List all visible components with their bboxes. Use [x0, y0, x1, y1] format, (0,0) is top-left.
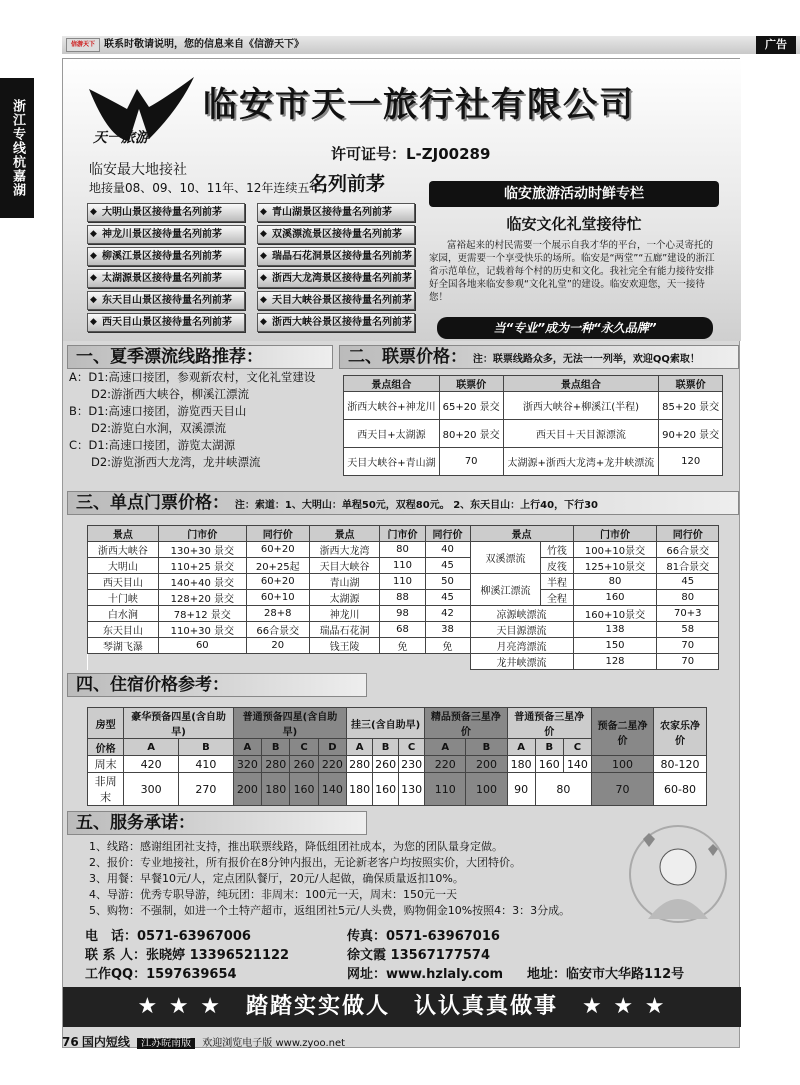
- table-cell: 免: [425, 638, 470, 654]
- table-cell: 青山湖: [309, 574, 380, 590]
- table-header: A: [347, 739, 373, 756]
- table-header: 同行价: [657, 526, 719, 542]
- table-cell: 160: [373, 773, 399, 806]
- combo-title-text: 二、联票价格：: [348, 347, 467, 367]
- route-line: A：D1:高速口接团，参观新农村，文化礼堂建设: [69, 370, 316, 384]
- edition-label: 江苏皖南版: [137, 1038, 195, 1049]
- section-title-hotel: 四、住宿价格参考：: [67, 673, 367, 697]
- table-cell: 280: [262, 756, 290, 773]
- rank-item: ◆ 浙西大龙湾景区接待量名列前茅: [257, 269, 415, 288]
- contact-person: 联 系 人：张晓婷 13396521122: [85, 948, 290, 963]
- table-cell: 双溪漂流: [470, 542, 541, 574]
- logo-text: 天一旅游: [93, 130, 149, 146]
- table-cell: 140: [318, 773, 346, 806]
- promo-slogan: 当“专业”成为一种“永久品牌”: [437, 317, 713, 339]
- ticket-price-table: [87, 525, 719, 670]
- table-header-row: [88, 526, 719, 542]
- table-cell: 68: [380, 622, 425, 638]
- table-cell: 140: [563, 756, 591, 773]
- tickets-title-text: 三、单点门票价格：: [76, 493, 229, 513]
- table-cell: 皮筏: [541, 558, 573, 574]
- table-cell: 220: [318, 756, 346, 773]
- phone-text: 电 话：0571-63967006: [85, 929, 251, 944]
- table-cell: 周末: [88, 756, 124, 773]
- table-header: B: [535, 739, 563, 756]
- rank-item: ◆ 柳溪江景区接待量名列前茅: [87, 247, 245, 266]
- table-header: 同行价: [425, 526, 470, 542]
- side-category-tab: 浙江专线杭嘉湖: [0, 78, 34, 218]
- table-cell: 大明山: [88, 558, 159, 574]
- table-cell: 110+25 景交: [158, 558, 246, 574]
- table-cell: 230: [399, 756, 425, 773]
- table-cell: 200: [233, 773, 261, 806]
- rank-item: ◆ 双溪漂流景区接待量名列前茅: [257, 225, 415, 244]
- table-cell: 65+20 景交: [439, 392, 503, 420]
- service-list: [89, 839, 649, 919]
- table-cell: 78+12 景交: [158, 606, 246, 622]
- table-cell: 100: [466, 773, 507, 806]
- illustration-icon: [623, 819, 733, 929]
- table-cell: 凉源峡漂流: [470, 606, 573, 622]
- table-row: [88, 773, 707, 806]
- table-header: 景点组合: [503, 376, 659, 392]
- table-cell: 28+8: [246, 606, 309, 622]
- table-cell: 110: [380, 574, 425, 590]
- table-header: B: [466, 739, 507, 756]
- table-cell: 钱王陵: [309, 638, 380, 654]
- table-cell: 柳溪江漂流: [470, 574, 541, 606]
- table-cell: 东天目山: [88, 622, 159, 638]
- section-title-service: 五、服务承诺：: [67, 811, 367, 835]
- table-cell: 十门峡: [88, 590, 159, 606]
- table-cell: 天目源漂流: [470, 622, 573, 638]
- table-cell: 西天目＋天目源漂流: [503, 420, 659, 448]
- table-cell: 西天目山: [88, 574, 159, 590]
- table-cell: 120: [659, 448, 723, 476]
- table-header: A: [233, 739, 261, 756]
- table-cell: 138: [573, 622, 657, 638]
- promo-column: [423, 177, 725, 337]
- table-cell: 免: [380, 638, 425, 654]
- promo-title: 临安旅游活动时鲜专栏: [429, 181, 719, 207]
- header: [63, 59, 741, 341]
- section-title-combo: [339, 345, 739, 369]
- table-cell: 80: [380, 542, 425, 558]
- table-cell: 60-80: [654, 773, 707, 806]
- tagline-top: 名列前茅: [309, 173, 386, 195]
- page-number: 76: [62, 1035, 79, 1049]
- table-row: [88, 756, 707, 773]
- table-row: [88, 622, 719, 638]
- room-type-label: 房型: [95, 719, 116, 731]
- tagline-largest: 临安最大地接社: [89, 162, 187, 178]
- table-header: 普通预备四星(含自助早): [233, 708, 346, 739]
- tagline-years: 地接量08、09、10、11年、12年连续五年,: [89, 181, 326, 195]
- table-cell: 58: [657, 622, 719, 638]
- contact-info: [85, 927, 735, 984]
- table-header: 挂三(含自助早): [347, 708, 425, 739]
- table-cell: 45: [425, 558, 470, 574]
- table-cell: 300: [124, 773, 179, 806]
- table-header-row: [344, 376, 723, 392]
- table-header: 普通预备三星净价: [507, 708, 591, 739]
- table-header: B: [262, 739, 290, 756]
- table-cell: 66合景交: [657, 542, 719, 558]
- route-line: D2:游浙西大峡谷，柳溪江漂流: [91, 387, 250, 401]
- table-row: [344, 392, 723, 420]
- table-cell: 81合景交: [657, 558, 719, 574]
- table-header: 联票价: [439, 376, 503, 392]
- rank-item: ◆ 东天目山景区接待量名列前茅: [87, 291, 245, 310]
- table-header: [88, 708, 124, 739]
- rank-item: ◆ 青山湖景区接待量名列前茅: [257, 203, 415, 222]
- rank-item: ◆ 神龙川景区接待量名列前茅: [87, 225, 245, 244]
- rank-item: ◆ 西天目山景区接待量名列前茅: [87, 313, 245, 332]
- rank-item: ◆ 瑞晶石花洞景区接待量名列前茅: [257, 247, 415, 266]
- table-cell: 85+20 景交: [659, 392, 723, 420]
- table-cell: 125+10景交: [573, 558, 657, 574]
- table-cell: 西天目+太湖源: [344, 420, 440, 448]
- table-cell: 98: [380, 606, 425, 622]
- table-cell: 150: [573, 638, 657, 654]
- page-footer: [62, 1034, 392, 1050]
- table-cell: 160: [290, 773, 318, 806]
- table-cell: 80: [573, 574, 657, 590]
- table-header: B: [373, 739, 399, 756]
- table-cell: 80+20 景交: [439, 420, 503, 448]
- table-cell: 龙井峡漂流: [470, 654, 573, 670]
- tickets-note: 注：索道：1、大明山：单程50元，双程80元。 2、东天目山：上行40，下行30: [234, 500, 598, 511]
- table-cell: 天目大峡谷: [309, 558, 380, 574]
- combo-price-table: [343, 375, 723, 476]
- table-row: [88, 558, 719, 574]
- table-cell: 128: [573, 654, 657, 670]
- table-cell: 38: [425, 622, 470, 638]
- table-cell: 80: [535, 773, 591, 806]
- table-cell: 260: [290, 756, 318, 773]
- table-header: C: [563, 739, 591, 756]
- promo-subtitle: 临安文化礼堂接待忙: [506, 215, 642, 233]
- section-title-tickets: [67, 491, 739, 515]
- service-item: 1、线路：感谢组团社支持，推出联票线路，降低组团社成本，为您的团队量身定做。: [89, 840, 503, 853]
- service-item: 2、报价：专业地接社，所有报价在8分钟内报出，无论新老客户均按照实价，大团特价。: [89, 856, 521, 869]
- table-header: 联票价: [659, 376, 723, 392]
- table-header: 门市价: [573, 526, 657, 542]
- contact-notice: 联系时敬请说明，您的信息来自《信游天下》: [104, 39, 304, 50]
- table-header: 景点: [309, 526, 380, 542]
- table-cell: 60+20: [246, 542, 309, 558]
- table-header: 门市价: [158, 526, 246, 542]
- service-item: 4、导游：优秀专职导游，纯玩团：非周末：100元一天，周末：150元一天: [89, 888, 457, 901]
- table-cell: 260: [373, 756, 399, 773]
- table-cell: 110: [380, 558, 425, 574]
- table-cell: 神龙川: [309, 606, 380, 622]
- table-header: 景点: [88, 526, 159, 542]
- table-cell: 42: [425, 606, 470, 622]
- table-cell: 88: [380, 590, 425, 606]
- table-cell: 90: [507, 773, 535, 806]
- table-cell: 410: [179, 756, 234, 773]
- table-cell: 60: [158, 638, 246, 654]
- table-cell: 128+20 景交: [158, 590, 246, 606]
- table-cell: 270: [179, 773, 234, 806]
- contact-row: [85, 965, 735, 984]
- footer-section: 国内短线: [81, 1035, 130, 1049]
- table-cell: 45: [425, 590, 470, 606]
- table-header: 预备二星净价: [592, 708, 654, 756]
- table-cell: 浙西大峡谷+神龙川: [344, 392, 440, 420]
- advertisement-panel: [62, 58, 740, 1048]
- contact-row: [85, 946, 735, 965]
- table-cell: 60+10: [246, 590, 309, 606]
- table-row: [88, 606, 719, 622]
- table-cell: 180: [507, 756, 535, 773]
- table-cell: 40: [425, 542, 470, 558]
- table-header: 精品预备三星净价: [425, 708, 508, 739]
- promo-body: 富裕起来的村民需要一个展示自我才华的平台，一个心灵寄托的家园，更需要一个享受快乐的场所。临安是“两堂”“五廊”建设的浙江省示范单位，记载着每个村的历史和文化。我社完全有能力接待安排好全国各地来临安参观“文化礼堂”的建设。临安欢迎您，天一接待您！: [429, 240, 715, 303]
- table-row: [88, 574, 719, 590]
- table-header: 门市价: [380, 526, 425, 542]
- table-cell: 浙西大峡谷+柳溪江(半程): [503, 392, 659, 420]
- table-header: 农家乐净价: [654, 708, 707, 756]
- license-number: 许可证号：L-ZJ00289: [331, 145, 491, 163]
- address-text: 地址：临安市大华路112号: [527, 967, 685, 982]
- table-cell: 280: [347, 756, 373, 773]
- contact-row: [85, 927, 735, 946]
- rank-item: ◆ 天目大峡谷景区接待量名列前茅: [257, 291, 415, 310]
- table-cell: 420: [124, 756, 179, 773]
- ad-label: 广告: [756, 36, 796, 54]
- table-header: D: [318, 739, 346, 756]
- route-list: [69, 369, 339, 471]
- table-cell: 100+10景交: [573, 542, 657, 558]
- table-cell: 50: [425, 574, 470, 590]
- table-row: [88, 590, 719, 606]
- service-item: 3、用餐：早餐10元/人，定点团队餐厅，20元/人起做，确保质量返扣10%。: [89, 872, 464, 885]
- section-title-routes: 一、夏季漂流线路推荐：: [67, 345, 333, 369]
- table-cell: 90+20 景交: [659, 420, 723, 448]
- table-row: [88, 654, 719, 670]
- table-cell: 浙西大龙湾: [309, 542, 380, 558]
- table-cell: 160: [573, 590, 657, 606]
- service-item: 5、购物：不强制，如进一个土特产超市，返组团社5元/人头费，购物佣金10%按照4：3：3分成。: [89, 904, 571, 917]
- table-cell: 220: [425, 756, 466, 773]
- route-line: D2:游览白水涧，双溪漂流: [91, 421, 227, 435]
- table-header: C: [290, 739, 318, 756]
- table-header: A: [507, 739, 535, 756]
- website-text: 网址：www.hzlaly.com: [347, 967, 504, 982]
- table-cell: 66合景交: [246, 622, 309, 638]
- table-row: [88, 638, 719, 654]
- table-cell: 20+25起: [246, 558, 309, 574]
- table-cell: 160: [535, 756, 563, 773]
- table-cell: 竹筏: [541, 542, 573, 558]
- table-header: A: [425, 739, 466, 756]
- table-cell: 130+30 景交: [158, 542, 246, 558]
- table-cell: 70: [657, 654, 719, 670]
- table-cell: 70: [439, 448, 503, 476]
- website-link[interactable]: 欢迎浏览电子版 www.zyoo.net: [202, 1038, 346, 1049]
- table-cell: 45: [657, 574, 719, 590]
- table-cell: 琴湖飞瀑: [88, 638, 159, 654]
- route-line: D2:游览浙西大龙湾，龙井峡漂流: [91, 455, 261, 469]
- contact-person-2: 徐文霞 13567177574: [347, 948, 491, 963]
- motto-banner: ★ ★ ★ 踏踏实实做人 认认真真做事 ★ ★ ★: [63, 987, 741, 1027]
- magazine-logo: 信游天下: [66, 38, 100, 52]
- table-cell: 130: [399, 773, 425, 806]
- table-row: [344, 420, 723, 448]
- table-cell: 20: [246, 638, 309, 654]
- table-header: 同行价: [246, 526, 309, 542]
- table-header: 景点: [470, 526, 573, 542]
- table-row: [88, 542, 719, 558]
- table-header: B: [179, 739, 234, 756]
- qq-text: 工作QQ：1597639654: [85, 967, 237, 982]
- table-cell: 月亮湾漂流: [470, 638, 573, 654]
- table-cell: 半程: [541, 574, 573, 590]
- table-cell: 瑞晶石花洞: [309, 622, 380, 638]
- combo-note: 注：联票线路众多，无法一一列举，欢迎QQ索取！: [472, 354, 700, 365]
- table-cell: 160+10景交: [573, 606, 657, 622]
- table-cell: 110+30 景交: [158, 622, 246, 638]
- table-cell: 白水涧: [88, 606, 159, 622]
- company-name: 临安市天一旅行社有限公司: [203, 85, 635, 125]
- table-cell: 浙西大峡谷: [88, 542, 159, 558]
- table-header: A: [124, 739, 179, 756]
- table-cell: 180: [262, 773, 290, 806]
- table-header: 价格: [88, 739, 124, 756]
- fax-text: 传真：0571-63967016: [347, 929, 500, 944]
- table-cell: 320: [233, 756, 261, 773]
- table-cell: 70: [592, 773, 654, 806]
- table-cell: 140+40 景交: [158, 574, 246, 590]
- table-cell: 全程: [541, 590, 573, 606]
- table-cell: 太湖源+浙西大龙湾+龙井峡漂流: [503, 448, 659, 476]
- rank-item: ◆ 大明山景区接待量名列前茅: [87, 203, 245, 222]
- table-cell: 非周末: [88, 773, 124, 806]
- hotel-price-table: [87, 707, 707, 806]
- table-header: 豪华预备四星(含自助早): [124, 708, 233, 739]
- table-header-row: [88, 708, 707, 739]
- table-cell: 180: [347, 773, 373, 806]
- route-line: C：D1:高速口接团，游览太湖源: [69, 438, 236, 452]
- table-cell: 60+20: [246, 574, 309, 590]
- table-header: 景点组合: [344, 376, 440, 392]
- table-cell: 80: [657, 590, 719, 606]
- table-cell: 100: [592, 756, 654, 773]
- table-cell: 110: [425, 773, 466, 806]
- table-cell: 80-120: [654, 756, 707, 773]
- table-cell: 200: [466, 756, 507, 773]
- rank-item: ◆ 太湖源景区接待量名列前茅: [87, 269, 245, 288]
- table-cell: 70: [657, 638, 719, 654]
- table-cell: 70+3: [657, 606, 719, 622]
- table-cell: 天目大峡谷+青山湖: [344, 448, 440, 476]
- table-header: C: [399, 739, 425, 756]
- rank-item: ◆ 浙西大峡谷景区接待量名列前茅: [257, 313, 415, 332]
- table-row: [344, 448, 723, 476]
- table-cell: 太湖源: [309, 590, 380, 606]
- route-line: B：D1:高速口接团，游览西天目山: [69, 404, 247, 418]
- top-notice-bar: [62, 36, 800, 54]
